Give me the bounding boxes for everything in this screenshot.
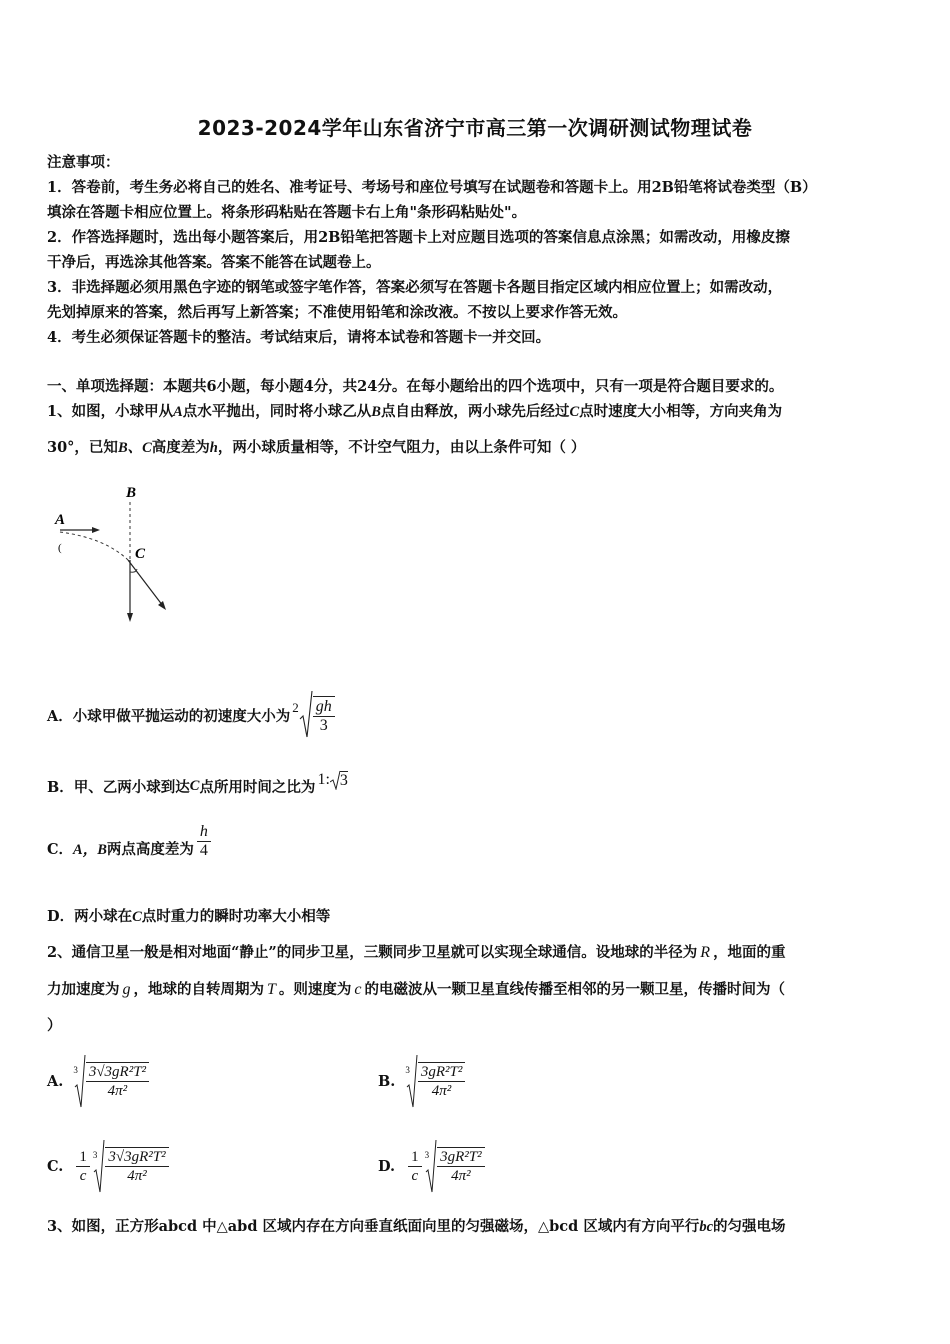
a-arrow-icon bbox=[92, 527, 100, 533]
q1-option-d[interactable]: D．两小球在C点时重力的瞬时功率大小相等 bbox=[47, 908, 331, 925]
q2-option-b[interactable]: B. 3 $\frac{\text{3gR²T²}}{\text{4π²}}$ bbox=[378, 1048, 468, 1114]
notice-line-5: 3．非选择题必须用黑色字迹的钢笔或签字笔作答，答案必须写在答题卡各题目指定区域内相应位置上；如需改动， bbox=[47, 279, 783, 296]
notice-line-1: 1．答卷前，考生务必将自己的姓名、准考证号、考场号和座位号填写在试题卷和答题卡上。用2B铅笔将试卷类型（B） bbox=[47, 179, 817, 196]
sqrt-sign-icon bbox=[299, 689, 313, 741]
cube-root-sign-icon bbox=[406, 1053, 418, 1109]
q1-option-c[interactable]: C． A，B 两点高度差为 $\frac{h}{4}$ bbox=[47, 822, 214, 874]
q1-option-b[interactable]: B．甲、乙两小球到达 C 点所用时间之比为 1: 3 bbox=[47, 771, 348, 796]
q1-option-a[interactable]: A．小球甲做平抛运动的初速度大小为 2 $\frac{gh}{3}$ bbox=[47, 680, 338, 750]
figure-label-b: B bbox=[126, 485, 137, 501]
cube-root-sign-icon bbox=[93, 1138, 105, 1194]
small-mark: ( bbox=[58, 542, 62, 554]
q2-option-d[interactable]: D. $\frac{1}{c}$ 3 $\frac{\text{3gR²T²}}{\text{4π²}}$ bbox=[378, 1133, 488, 1199]
c-arrow-icon bbox=[158, 601, 166, 610]
cube-root-sign-icon bbox=[74, 1053, 86, 1109]
notice-heading: 注意事项： bbox=[47, 154, 120, 171]
q3-stem-line-1: 3、如图，正方形abcd 中△abd 区域内存在方向垂直纸面向里的匀强磁场，△bcd 区域内有方向平行bc的匀强电场 bbox=[47, 1218, 786, 1235]
cube-root-sign-icon bbox=[425, 1138, 437, 1194]
section-heading: 一、单项选择题：本题共6小题，每小题4分，共24分。在每小题给出的四个选项中，只有一项是符合题目要求的。 bbox=[47, 378, 784, 395]
notice-line-4: 干净后，再选涂其他答案。答案不能答在试题卷上。 bbox=[47, 254, 381, 271]
b-arrow-icon bbox=[127, 613, 133, 622]
q1-figure bbox=[50, 480, 180, 630]
figure-label-c: C bbox=[135, 546, 146, 562]
notice-line-6: 先划掉原来的答案，然后再写上新答案；不准使用铅笔和涂改液。不按以上要求作答无效。 bbox=[47, 304, 627, 321]
q2-option-a[interactable]: A. 3 $\frac{\text{3√3gR²T²}}{\text{4π²}}$ bbox=[47, 1048, 152, 1114]
notice-line-3: 2．作答选择题时，选出每小题答案后，用2B铅笔把答题卡上对应题目选项的答案信息点涂黑；如需改动，用橡皮擦 bbox=[47, 229, 790, 246]
notice-line-2: 填涂在答题卡相应位置上。将条形码粘贴在答题卡右上角"条形码粘贴处"。 bbox=[47, 204, 527, 221]
page-title: 2023-2024学年山东省济宁市高三第一次调研测试物理试卷 bbox=[197, 116, 753, 140]
trajectory-path bbox=[60, 532, 128, 560]
sqrt-sign-icon bbox=[330, 770, 340, 790]
notice-line-7: 4．考生必须保证答题卡的整洁。考试结束后，请将本试卷和答题卡一并交回。 bbox=[47, 329, 551, 346]
q2-stem-line-3: ） bbox=[47, 1017, 62, 1034]
q2-option-c[interactable]: C. $\frac{1}{c}$ 3 $\frac{\text{3√3gR²T²}}{\text{4π²}}$ bbox=[47, 1133, 172, 1199]
q1-stem-line-1: 1、如图，小球甲从A点水平抛出，同时将小球乙从B点自由释放，两小球先后经过C点时速度大小相等，方向夹角为 bbox=[47, 403, 783, 420]
q2-stem-line-2: 力加速度为 g ，地球的自转周期为 T 。则速度为 c 的电磁波从一颗卫星直线传播至相邻的另一颗卫星，传播时间为（ bbox=[47, 981, 786, 998]
q1-stem-line-2: 30°，已知B、C高度差为h，两小球质量相等，不计空气阻力，由以上条件可知（ ） bbox=[47, 439, 586, 456]
q2-stem-line-1: 2、通信卫星一般是相对地面“静止”的同步卫星，三颗同步卫星就可以实现全球通信。设地球的半径为 R ，地面的重 bbox=[47, 944, 786, 961]
figure-label-a: A bbox=[55, 512, 66, 528]
c-velocity-line bbox=[128, 560, 163, 606]
